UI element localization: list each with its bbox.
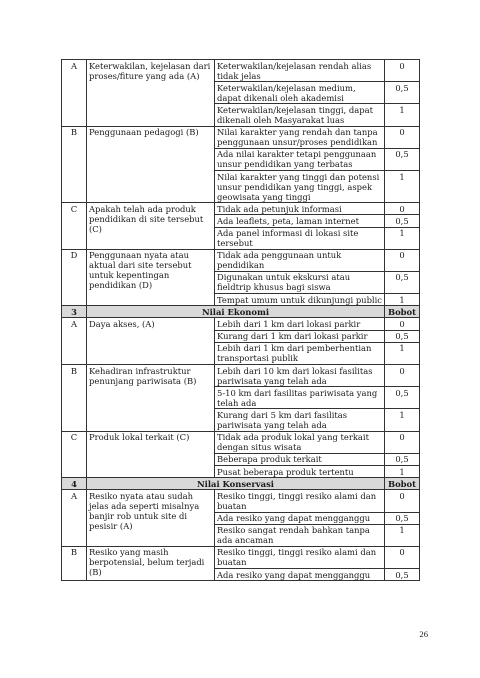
option-text: 5-10 km dari fasilitas pariwisata yang telah ada [215, 387, 385, 409]
option-score: 1 [385, 104, 420, 126]
page-number: 26 [419, 629, 428, 639]
option-score: 1 [385, 409, 420, 431]
option-score: 1 [385, 294, 420, 306]
table-row [62, 249, 420, 271]
criterion-text: Produk lokal terkait (C) [87, 431, 215, 478]
option-score: 0,5 [385, 148, 420, 170]
option-score: 0,5 [385, 271, 420, 293]
criterion-text: Kehadiran infrastruktur penunjang pariwisata (B) [87, 365, 215, 432]
table-row [62, 60, 420, 82]
section-header-row [62, 478, 420, 490]
option-text: Lebih dari 1 km dari pemberhentian transportasi publik [215, 342, 385, 364]
option-score: 0,5 [385, 453, 420, 465]
option-score: 0 [385, 60, 420, 82]
assessment-table [61, 59, 420, 581]
table-row [62, 203, 420, 215]
option-text: Ada panel informasi di lokasi site tersebut [215, 227, 385, 249]
section-number: 3 [62, 306, 87, 318]
option-text: Ada resiko yang dapat mengganggu [215, 512, 385, 524]
table-row [62, 365, 420, 387]
option-text: Ada leaflets, peta, laman internet [215, 215, 385, 227]
criterion-letter: C [62, 203, 87, 250]
option-score: 1 [385, 465, 420, 477]
option-text: Tidak ada produk lokal yang terkait dengan situs wisata [215, 431, 385, 453]
option-score: 0 [385, 318, 420, 330]
option-score: 0 [385, 365, 420, 387]
option-text: Tidak ada petunjuk informasi [215, 203, 385, 215]
table-row [62, 546, 420, 568]
criterion-letter: B [62, 546, 87, 580]
option-text: Resiko sangat rendah bahkan tanpa ada ancaman [215, 524, 385, 546]
option-score: 0 [385, 431, 420, 453]
criterion-text: Penggunaan pedagogi (B) [87, 126, 215, 203]
option-text: Keterwakilan/kejelasan medium, dapat dikenali oleh akademisi [215, 82, 385, 104]
option-text: Lebih dari 1 km dari lokasi parkir [215, 318, 385, 330]
option-text: Resiko tinggi, tinggi resiko alami dan buatan [215, 490, 385, 512]
option-text: Beberapa produk terkait [215, 453, 385, 465]
option-text: Kurang dari 1 km dari lokasi parkir [215, 330, 385, 342]
option-score: 1 [385, 170, 420, 202]
option-text: Kurang dari 5 km dari fasilitas pariwisata yang telah ada [215, 409, 385, 431]
option-score: 0 [385, 126, 420, 148]
option-text: Ada nilai karakter tetapi penggunaan unsur pendidikan yang terbatas [215, 148, 385, 170]
option-text: Tempat umum untuk dikunjungi public [215, 294, 385, 306]
option-text: Digunakan untuk ekskursi atau fieldtrip khusus bagi siswa [215, 271, 385, 293]
option-score: 0,5 [385, 82, 420, 104]
criterion-text: Resiko nyata atau sudah jelas ada seperti misalnya banjir rob untuk site di pesisir (A) [87, 490, 215, 547]
option-text: Resiko tinggi, tinggi resiko alami dan buatan [215, 546, 385, 568]
section-number: 4 [62, 478, 87, 490]
criterion-letter: A [62, 318, 87, 365]
criterion-letter: D [62, 249, 87, 306]
criterion-text: Daya akses, (A) [87, 318, 215, 365]
option-text: Nilai karakter yang rendah dan tanpa penggunaan unsur/proses pendidikan [215, 126, 385, 148]
section-title: Nilai Ekonomi [87, 306, 385, 318]
criterion-letter: A [62, 490, 87, 547]
option-score: 0,5 [385, 512, 420, 524]
criterion-letter: C [62, 431, 87, 478]
option-text: Pusat beberapa produk tertentu [215, 465, 385, 477]
table-row [62, 431, 420, 453]
table-row [62, 490, 420, 512]
option-text: Keterwakilan/kejelasan rendah alias tidak jelas [215, 60, 385, 82]
option-text: Tidak ada penggunaan untuk pendidikan [215, 249, 385, 271]
option-text: Nilai karakter yang tinggi dan potensi unsur pendidikan yang tinggi, aspek geowisata yang tinggi [215, 170, 385, 202]
option-score: 1 [385, 342, 420, 364]
criterion-text: Keterwakilan, kejelasan dari proses/fiture yang ada (A) [87, 60, 215, 127]
option-score: 0 [385, 203, 420, 215]
criterion-text: Resiko yang masih berpotensial, belum terjadi (B) [87, 546, 215, 580]
bobot-header: Bobot [385, 306, 420, 318]
option-text: Lebih dari 10 km dari lokasi fasilitas pariwisata yang telah ada [215, 365, 385, 387]
option-score: 0,5 [385, 569, 420, 581]
option-score: 0,5 [385, 330, 420, 342]
criterion-letter: B [62, 365, 87, 432]
table-row [62, 126, 420, 148]
criterion-letter: B [62, 126, 87, 203]
section-header-row [62, 306, 420, 318]
option-score: 1 [385, 227, 420, 249]
section-title: Nilai Konservasi [87, 478, 385, 490]
option-score: 0,5 [385, 215, 420, 227]
table-row [62, 318, 420, 330]
option-score: 1 [385, 524, 420, 546]
criterion-letter: A [62, 60, 87, 127]
option-score: 0 [385, 490, 420, 512]
option-score: 0,5 [385, 387, 420, 409]
option-text: Keterwakilan/kejelasan tinggi, dapat dikenali oleh Masyarakat luas [215, 104, 385, 126]
option-score: 0 [385, 249, 420, 271]
criterion-text: Penggunaan nyata atau aktual dari site tersebut untuk kepentingan pendidikan (D) [87, 249, 215, 306]
option-text: Ada resiko yang dapat mengganggu [215, 569, 385, 581]
criterion-text: Apakah telah ada produk pendidikan di site tersebut (C) [87, 203, 215, 250]
option-score: 0 [385, 546, 420, 568]
bobot-header: Bobot [385, 478, 420, 490]
